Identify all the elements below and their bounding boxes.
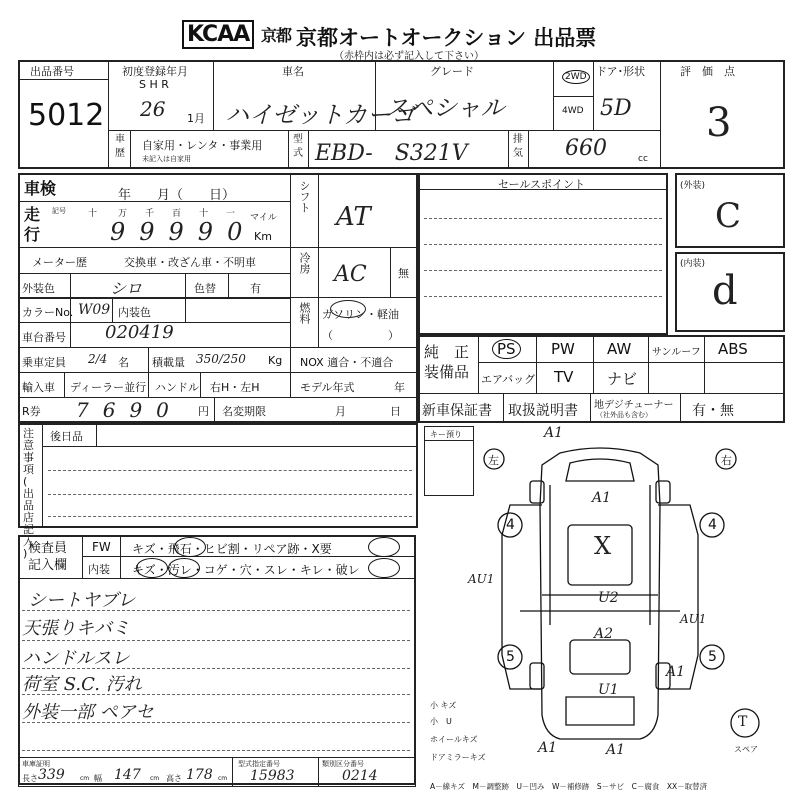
legend-item: ドアミラーキズ bbox=[430, 753, 486, 762]
history-note: 未記入は自家用 bbox=[142, 155, 191, 163]
int-circle-1 bbox=[136, 558, 168, 578]
page-title: 京都オートオークション 出品票 bbox=[296, 26, 597, 50]
cert-label: 車庫証明 bbox=[22, 760, 50, 768]
drive-2wd: 2WD bbox=[562, 70, 590, 84]
door-label: ドア･形状 bbox=[596, 65, 646, 78]
spare-mark: T bbox=[738, 714, 748, 730]
equip-abs: ABS bbox=[718, 340, 748, 358]
nox-options: NOX 適合・不適合 bbox=[300, 356, 394, 369]
int-circle-3 bbox=[368, 558, 400, 578]
interior-label: (内装) bbox=[680, 259, 706, 269]
mileage-value: 99990 bbox=[110, 218, 257, 246]
digit-header: 十 bbox=[199, 209, 209, 219]
equip-ps: PS bbox=[492, 339, 521, 359]
width-unit: cm bbox=[150, 775, 160, 782]
height-unit: cm bbox=[218, 775, 228, 782]
digit-header: 一 bbox=[226, 209, 236, 219]
lot-number: 5012 bbox=[28, 98, 105, 133]
int-circle-2 bbox=[168, 558, 200, 578]
fuel-options: ガソリン・軽油 bbox=[322, 308, 399, 321]
exterior-value: C bbox=[715, 196, 742, 236]
inspector-comment: ハンドルスレ bbox=[22, 648, 130, 669]
model-year-unit: 年 bbox=[394, 381, 405, 394]
model-year-label: モデル年式 bbox=[300, 381, 355, 394]
page-subtitle: （赤枠内は必ず記入して下さい） bbox=[334, 51, 484, 62]
fw-circle-1 bbox=[174, 537, 206, 557]
digital-tuner-label: 地デジチューナー bbox=[594, 400, 674, 411]
history-label: 車 歴 bbox=[115, 134, 125, 159]
ext-color-value: シロ bbox=[110, 279, 143, 298]
r-ticket-value: 7690 bbox=[76, 398, 183, 422]
handle-label: ハンドル bbox=[155, 381, 199, 394]
digital-tuner-note: （社外品も含む） bbox=[596, 411, 652, 419]
key-label: キー預り bbox=[430, 430, 462, 439]
shaken-format: 年 月（ 日） bbox=[118, 188, 236, 203]
notes-label: 注 意 事 項 ( 出 品 店 記 入 ) bbox=[23, 427, 34, 560]
load-value: 350/250 bbox=[196, 352, 246, 366]
digit-header: 千 bbox=[145, 209, 155, 219]
capacity-label: 乗車定員 bbox=[22, 356, 66, 369]
disp-unit: cc bbox=[638, 154, 648, 164]
model-value: EBD- S321V bbox=[315, 141, 468, 166]
color-no-label: カラーNo. bbox=[22, 306, 74, 319]
wheel-number: 4 bbox=[708, 517, 717, 533]
damage-mark: A1 bbox=[544, 425, 564, 441]
import-label: 輸入車 bbox=[22, 381, 55, 394]
type-value: 15983 bbox=[250, 768, 295, 784]
equip-sunroof: サンルーフ bbox=[652, 347, 701, 358]
interior-damage-options: キズ・汚レ・コゲ・穴・スレ・キレ・破レ bbox=[132, 563, 360, 577]
first-reg-label: 初度登録年月 bbox=[122, 65, 188, 78]
model-label: 型 式 bbox=[293, 134, 303, 159]
equipment-label: 純 正 装備品 bbox=[424, 343, 470, 381]
lot-label: 出品番号 bbox=[30, 65, 74, 78]
logo-text: KCAA bbox=[182, 20, 254, 49]
inspector-comment: 荷室 S.C. 汚れ bbox=[22, 674, 142, 695]
shift-value: AT bbox=[336, 202, 371, 232]
damage-mark: A1 bbox=[606, 742, 626, 758]
capacity-unit: 名 bbox=[118, 356, 129, 369]
fw-label: FW bbox=[92, 540, 111, 554]
equip-tv: TV bbox=[554, 368, 574, 386]
damage-mark: AU1 bbox=[680, 612, 707, 626]
mileage-label: 走 行 bbox=[24, 205, 41, 244]
legend-item: 小 U bbox=[430, 717, 452, 726]
sales-point-label: セールスポイント bbox=[498, 178, 586, 191]
mile-label: マイル bbox=[250, 213, 277, 223]
diagram-right-label: 右 bbox=[721, 454, 732, 467]
wheel-number: 5 bbox=[708, 649, 717, 665]
ac-none: 無 bbox=[398, 267, 409, 280]
disp-label: 排 気 bbox=[513, 134, 523, 159]
first-reg-month: 1月 bbox=[187, 112, 205, 125]
meter-options: 交換車・改ざん車・不明車 bbox=[124, 256, 256, 269]
damage-legend: A－線キズ M－調整跡 U－凹み W－補修跡 S－サビ C－腐食 XX－取替済 bbox=[430, 782, 708, 791]
tuner-options: 有・無 bbox=[692, 403, 734, 419]
class-label: 類別区分番号 bbox=[322, 760, 364, 768]
logo-sub: 京都 bbox=[260, 26, 291, 45]
digit-header: 十 bbox=[88, 209, 98, 219]
load-label: 積載量 bbox=[152, 356, 185, 369]
wheel-number: 4 bbox=[506, 517, 515, 533]
disp-value: 660 bbox=[565, 136, 607, 161]
warranty-label: 新車保証書 bbox=[422, 403, 492, 419]
damage-mark: A2 bbox=[594, 626, 614, 642]
dealer-label: ディーラー並行 bbox=[70, 381, 147, 394]
length-unit: cm bbox=[80, 775, 90, 782]
digit-header: 百 bbox=[172, 209, 182, 219]
damage-mark: X bbox=[594, 532, 612, 560]
interior-value: d bbox=[712, 268, 738, 314]
inspector-label: 検査員 記入欄 bbox=[28, 541, 68, 573]
r-ticket-label: R券 bbox=[22, 405, 41, 418]
equip-navi: ナビ bbox=[607, 370, 638, 388]
history-options: 自家用・レンタ・事業用 bbox=[142, 139, 263, 152]
shaken-label: 車検 bbox=[24, 179, 57, 198]
car-name: ハイゼットカーゴ bbox=[225, 101, 416, 129]
height-value: 178 bbox=[186, 767, 213, 783]
interior-damage-label: 内装 bbox=[88, 563, 110, 576]
damage-mark: A1 bbox=[592, 490, 612, 506]
eval-value: 3 bbox=[706, 100, 732, 146]
after-date-label: 後日品 bbox=[50, 430, 83, 443]
capacity-value: 2/4 bbox=[88, 352, 108, 366]
color-change-value: 有 bbox=[250, 282, 261, 295]
length-value: 339 bbox=[38, 767, 65, 783]
first-reg-year: 26 bbox=[140, 97, 166, 121]
wheel-number: 5 bbox=[506, 649, 515, 665]
car-name-label: 車名 bbox=[282, 65, 304, 78]
diagram-left-label: 左 bbox=[488, 454, 499, 467]
legend-item: ホイールキズ bbox=[430, 735, 478, 744]
type-label: 型式指定番号 bbox=[238, 760, 280, 768]
inspector-comment: シートヤブレ bbox=[28, 590, 136, 611]
ac-label: 冷房 bbox=[298, 252, 311, 274]
door-value: 5D bbox=[600, 96, 632, 121]
drive-4wd: 4WD bbox=[562, 106, 584, 116]
length-label: 長さ bbox=[22, 774, 38, 783]
width-label: 幅 bbox=[94, 774, 102, 783]
inspector-comment: 天張りキバミ bbox=[22, 618, 130, 639]
color-no-value: W09 bbox=[78, 302, 111, 318]
manual-label: 取扱説明書 bbox=[508, 403, 578, 419]
meter-label: メーター歴 bbox=[32, 256, 87, 269]
int-color-label: 内装色 bbox=[118, 306, 151, 319]
damage-mark: A1 bbox=[666, 664, 686, 680]
equip-airbag: エアバッグ bbox=[481, 373, 536, 386]
fuel-label: 燃料 bbox=[298, 302, 311, 324]
color-change-label: 色替 bbox=[194, 282, 216, 295]
height-label: 高さ bbox=[166, 774, 182, 783]
ac-value: AC bbox=[334, 262, 367, 287]
fw-circle-2 bbox=[368, 537, 400, 557]
grade-value: スペシャル bbox=[385, 94, 505, 122]
damage-mark: U1 bbox=[598, 682, 619, 698]
equip-aw: AW bbox=[607, 340, 632, 358]
exterior-label: (外装) bbox=[680, 181, 706, 191]
name-change-format: 月 日 bbox=[335, 405, 401, 418]
shift-label: シフト bbox=[298, 180, 311, 213]
fw-options: キズ・飛石・ヒビ割・リペア跡・X要 bbox=[132, 542, 332, 556]
width-value: 147 bbox=[114, 767, 141, 783]
r-ticket-unit: 円 bbox=[198, 405, 209, 418]
fuel-paren: （ ） bbox=[322, 329, 399, 342]
damage-mark: A1 bbox=[538, 740, 558, 756]
name-change-label: 名変期限 bbox=[222, 405, 266, 418]
legend-item: 小 キズ bbox=[430, 701, 457, 710]
logo bbox=[182, 22, 291, 47]
ext-color-label: 外装色 bbox=[22, 282, 55, 295]
damage-mark: U2 bbox=[598, 590, 619, 606]
spare-label: スペア bbox=[734, 745, 758, 754]
sales-point-box bbox=[418, 173, 668, 335]
vin-label: 車台番号 bbox=[22, 331, 66, 344]
damage-mark: AU1 bbox=[468, 572, 495, 586]
handle-options: 右H・左H bbox=[210, 381, 260, 394]
grade-label: グレード bbox=[430, 65, 474, 78]
class-value: 0214 bbox=[342, 768, 378, 784]
vin-value: 020419 bbox=[105, 322, 174, 343]
digit-header: 万 bbox=[118, 209, 128, 219]
load-unit: Kg bbox=[268, 354, 283, 367]
mileage-symbol-label: 記号 bbox=[52, 207, 66, 215]
inspector-comment: 外装一部 ペアセ bbox=[22, 702, 154, 723]
km-label: Km bbox=[254, 230, 272, 243]
fuel-circle bbox=[330, 300, 366, 318]
equip-pw: PW bbox=[551, 340, 575, 358]
era-label: S H R bbox=[139, 78, 169, 91]
eval-label: 評 価 点 bbox=[680, 65, 735, 78]
